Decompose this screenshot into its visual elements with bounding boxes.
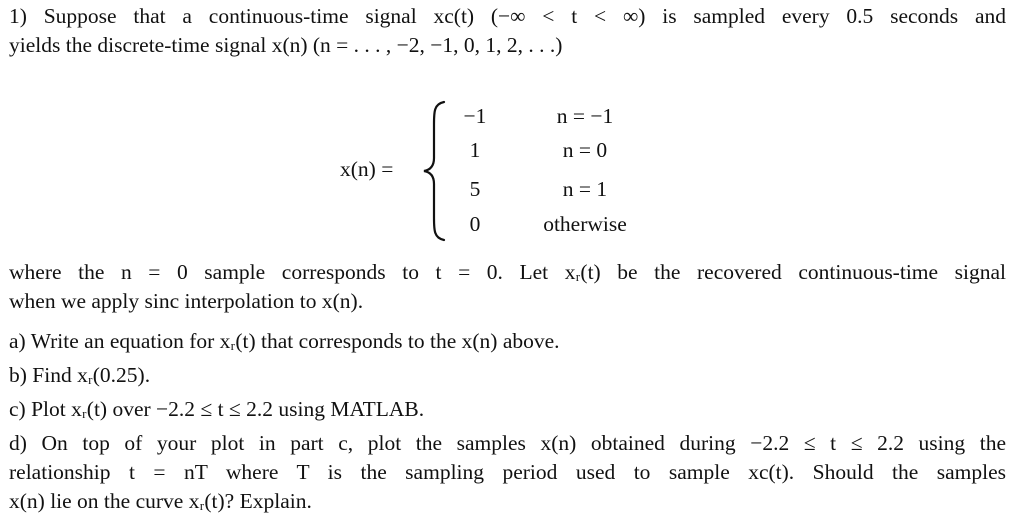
part-d-line-3: x(n) lie on the curve xᵣ(t)? Explain. [9,489,312,513]
piecewise-value: 0 [469,212,481,236]
intro-line-2: yields the discrete-time signal x(n) (n = . . . , −2, −1, 0, 1, 2, . . .) [9,33,563,57]
part-b: b) Find xᵣ(0.25). [9,363,151,387]
piecewise-row [450,210,660,238]
part-d-line-2: relationship t = nT where T is the sampling period used to sample xc(t). Should the samples [9,460,1006,484]
piecewise-condition: n = 1 [562,177,608,201]
where-line-1: where the n = 0 sample corresponds to t = 0. Let xᵣ(t) be the recovered continuous-time signal [9,260,1006,284]
piecewise-row [450,175,660,203]
left-brace-icon [420,100,450,242]
piecewise-row [450,102,660,130]
part-c: c) Plot xᵣ(t) over −2.2 ≤ t ≤ 2.2 using MATLAB. [9,397,425,421]
piecewise-condition: n = −1 [556,104,614,128]
intro-line-1: 1) Suppose that a continuous-time signal xc(t) (−∞ < t < ∞) is sampled every 0.5 seconds and [9,4,1006,28]
piecewise-condition: n = 0 [562,138,608,162]
piecewise-value: −1 [463,104,487,128]
part-a: a) Write an equation for xᵣ(t) that corresponds to the x(n) above. [9,329,560,353]
where-line-2: when we apply sinc interpolation to x(n). [9,289,364,313]
piecewise-lhs: x(n) = [340,157,394,181]
piecewise-condition: otherwise [543,212,627,236]
piecewise-value: 1 [469,138,481,162]
part-d-line-1: d) On top of your plot in part c, plot the samples x(n) obtained during −2.2 ≤ t ≤ 2.2 using the [9,431,1006,455]
piecewise-row [450,136,660,164]
piecewise-value: 5 [469,177,481,201]
piecewise-definition [340,100,660,245]
